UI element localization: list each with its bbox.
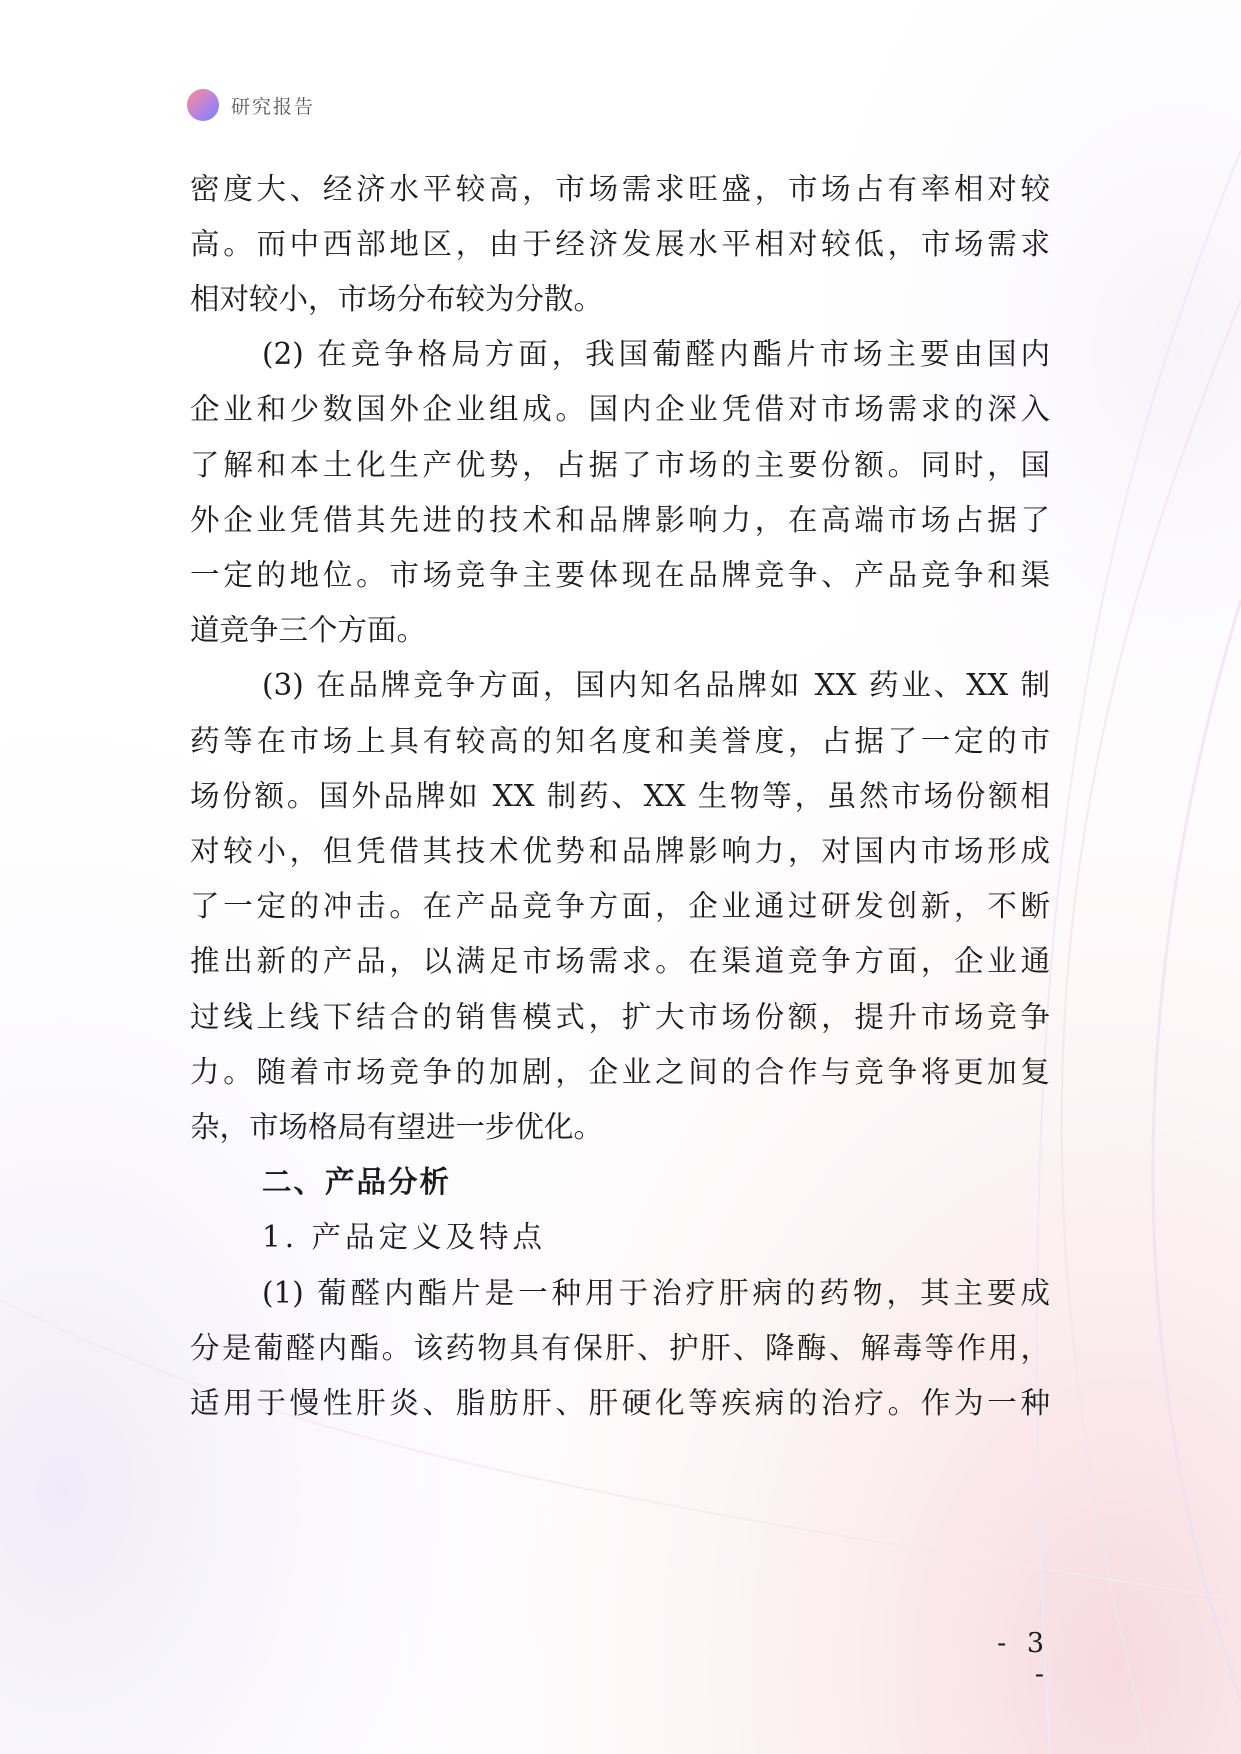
header-title: 研究报告 xyxy=(231,95,316,118)
text-line: 道竞争三个方面。 xyxy=(190,613,427,647)
text-line: 企业和少数国外企业组成。国内企业凭借对市场需求的深入 xyxy=(190,392,1050,426)
text-line: 推出新的产品，以满足市场需求。在渠道竞争方面，企业通 xyxy=(190,944,1050,978)
text-line: 密度大、经济水平较高，市场需求旺盛，市场占有率相对较 xyxy=(190,172,1050,206)
text-line: (3) 在品牌竞争方面，国内知名品牌如 XX 药业、XX 制 xyxy=(262,668,1050,702)
text-line: 力。随着市场竞争的加剧，企业之间的合作与竞争将更加复 xyxy=(190,1055,1050,1089)
text-line: (1) 葡醛内酯片是一种用于治疗肝病的药物，其主要成 xyxy=(262,1276,1050,1310)
text-line: 高。而中西部地区，由于经济发展水平相对较低，市场需求 xyxy=(190,227,1050,261)
text-line: 杂，市场格局有望进一步优化。 xyxy=(190,1110,604,1144)
page-number: - 3 - xyxy=(997,1628,1050,1690)
text-line: 一定的地位。市场竞争主要体现在品牌竞争、产品竞争和渠 xyxy=(190,558,1050,592)
text-line: 了解和本土化生产优势，占据了市场的主要份额。同时，国 xyxy=(190,448,1050,482)
text-line: 分是葡醛内酯。该药物具有保肝、护肝、降酶、解毒等作用， xyxy=(190,1331,1050,1365)
text-line: 场份额。国外品牌如 XX 制药、XX 生物等，虽然市场份额相 xyxy=(190,779,1050,813)
text-line: 外企业凭借其先进的技术和品牌影响力，在高端市场占据了 xyxy=(190,503,1050,537)
section-heading: 二、产品分析 xyxy=(262,1165,452,1199)
text-line: 药等在市场上具有较高的知名度和美誉度，占据了一定的市 xyxy=(190,724,1050,758)
report-header xyxy=(187,88,315,122)
text-line: 了一定的冲击。在产品竞争方面，企业通过研发创新，不断 xyxy=(190,889,1050,923)
text-line: 适用于慢性肝炎、脂肪肝、肝硬化等疾病的治疗。作为一种 xyxy=(190,1386,1050,1420)
text-line: 对较小，但凭借其技术优势和品牌影响力，对国内市场形成 xyxy=(190,834,1050,868)
subsection-heading: 1. 产品定义及特点 xyxy=(262,1220,547,1254)
text-line: (2) 在竞争格局方面，我国葡醛内酯片市场主要由国内 xyxy=(262,337,1050,371)
text-line: 过线上线下结合的销售模式，扩大市场份额，提升市场竞争 xyxy=(190,1000,1050,1034)
text-line: 相对较小，市场分布较为分散。 xyxy=(190,282,604,316)
logo-circle-icon xyxy=(187,89,219,121)
